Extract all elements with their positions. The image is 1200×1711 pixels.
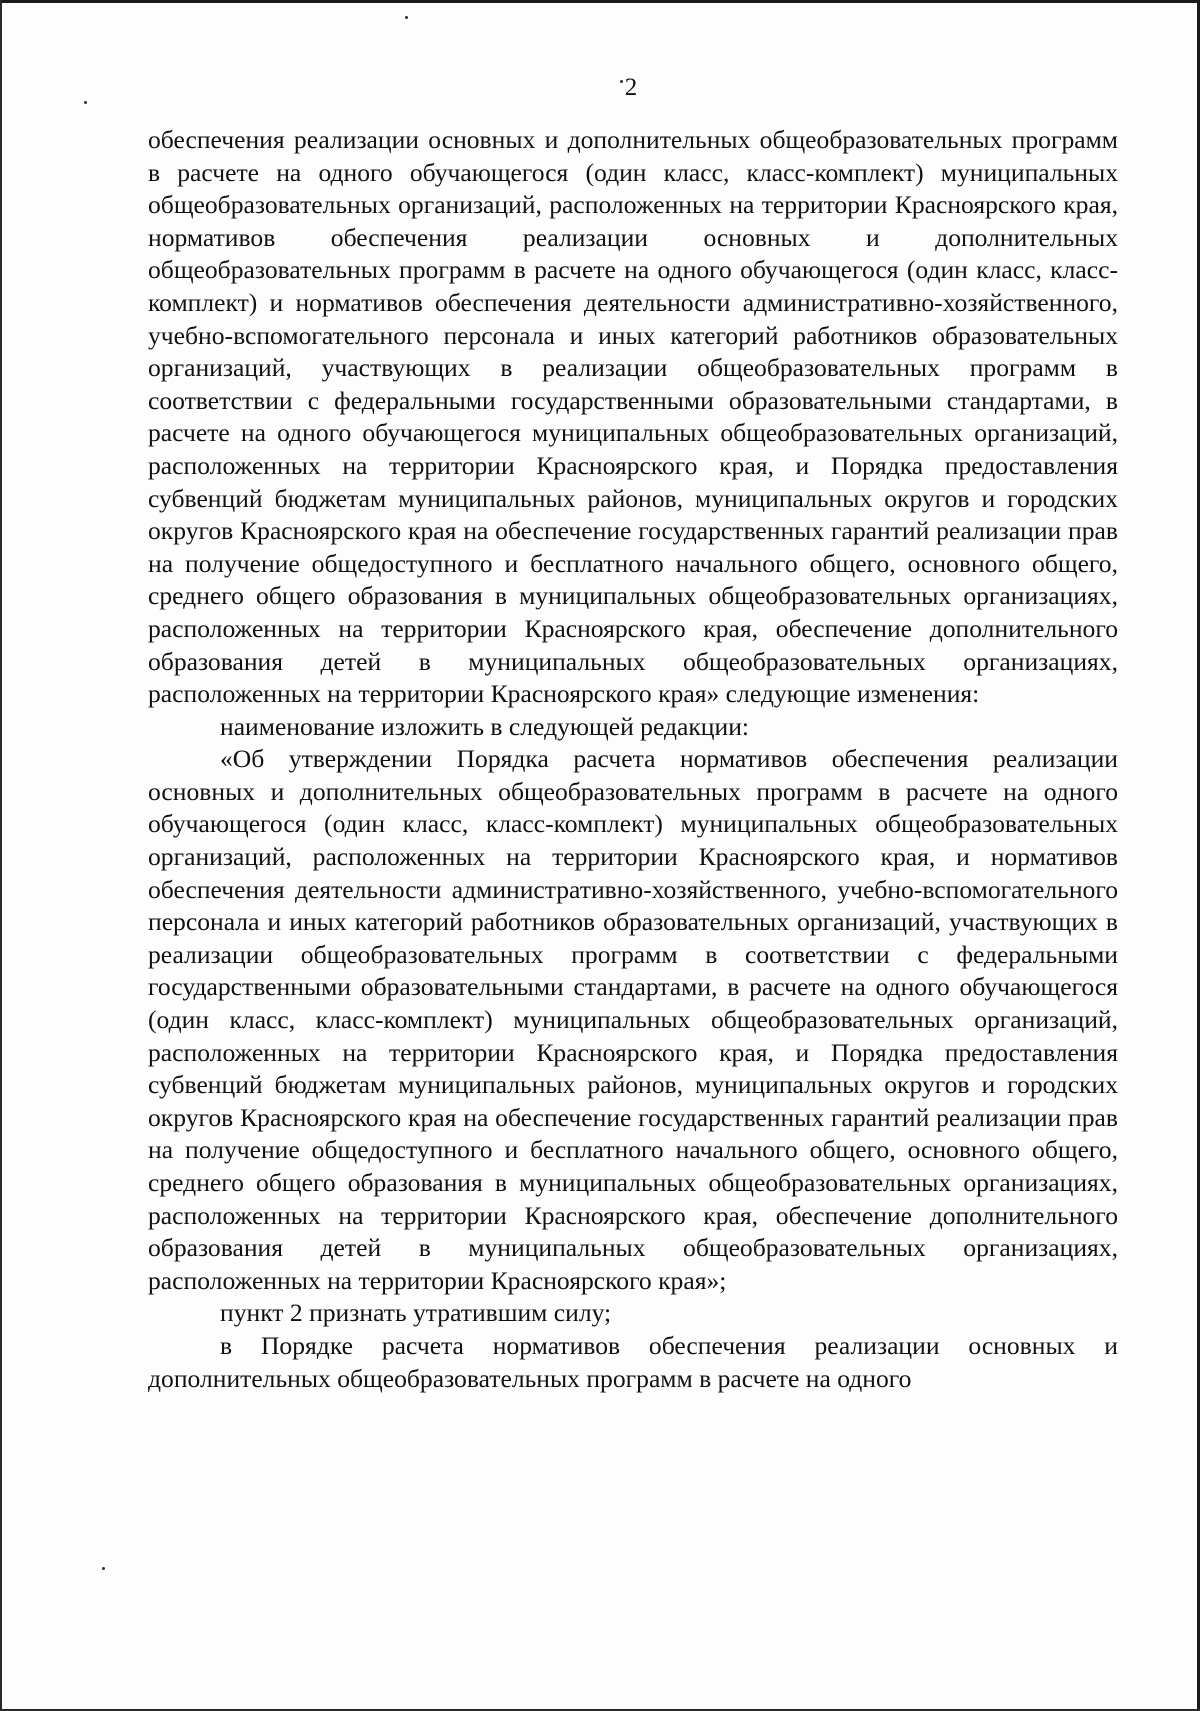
page-number: 2 (624, 74, 638, 101)
scan-speck (405, 16, 408, 19)
scan-edge-top (0, 0, 1200, 3)
paragraph-new-title: «Об утверждении Порядка расчета нормативов обеспечения реализации основных и дополнительных общеобразовательных программ в расчете на одного обучающегося (один класс, класс-комплект) муниципальных общеобразовательных организаций, расположенных на территории Красноярского края, и нормативов обеспечения деятельности административно-хозяйственного, учебно-вспомогательного персонала и иных категорий работников образовательных организаций, участвующих в реализации общеобразовательных программ в соответствии с федеральными государственными образовательными стандартами, в расчете на одного обучающегося (один класс, класс-комплект) муниципальных общеобразовательных организаций, расположенных на территории Красноярского края, и Порядка предоставления субвенций бюджетам муниципальных районов, муниципальных округов и городских округов Красноярского края на обеспечение государственных гарантий реализации прав на получение общедоступного и бесплатного начального общего, основного общего, среднего общего образования в муниципальных общеобразовательных организациях, расположенных на территории Красноярского края, обеспечение дополнительного образования детей в муниципальных общеобразовательных организациях, расположенных на территории Красноярского края»; (148, 744, 1118, 1295)
paragraph-continuation: обеспечения реализации основных и дополнительных общеобразовательных программ в расчете на одного обучающегося (один класс, класс-комплект) муниципальных общеобразовательных организаций, расположенных на территории Красноярского края, нормативов обеспечения реализации основных и дополнительных общеобразовательных программ в расчете на одного обучающегося (один класс, класс-комплект) и нормативов обеспечения деятельности административно-хозяйственного, учебно-вспомогательного персонала и иных категорий работников образовательных организаций, участвующих в реализации общеобразовательных программ в соответствии с федеральными государственными образовательными стандартами, в расчете на одного обучающегося муниципальных общеобразовательных организаций, расположенных на территории Красноярского края, и Порядка предоставления субвенций бюджетам муниципальных районов, муниципальных округов и городских округов Красноярского края на обеспечение государственных гарантий реализации прав на получение общедоступного и бесплатного начального общего, основного общего, среднего общего образования в муниципальных общеобразовательных организациях, расположенных на территории Красноярского края, обеспечение дополнительного образования детей в муниципальных общеобразовательных организациях, расположенных на территории Красноярского края» следующие изменения: (148, 125, 1118, 709)
paragraph-point-2: пункт 2 признать утратившим силу; (220, 1298, 612, 1328)
paragraph-title-change: наименование изложить в следующей редакции: (220, 711, 750, 741)
scan-edge-left (0, 0, 2, 1711)
scan-speck (102, 1567, 105, 1570)
paragraph-procedure: в Порядке расчета нормативов обеспечения реализации основных и дополнительных общеобразовательных программ в расчете на одного (148, 1330, 1118, 1393)
document-body (148, 124, 1118, 1395)
